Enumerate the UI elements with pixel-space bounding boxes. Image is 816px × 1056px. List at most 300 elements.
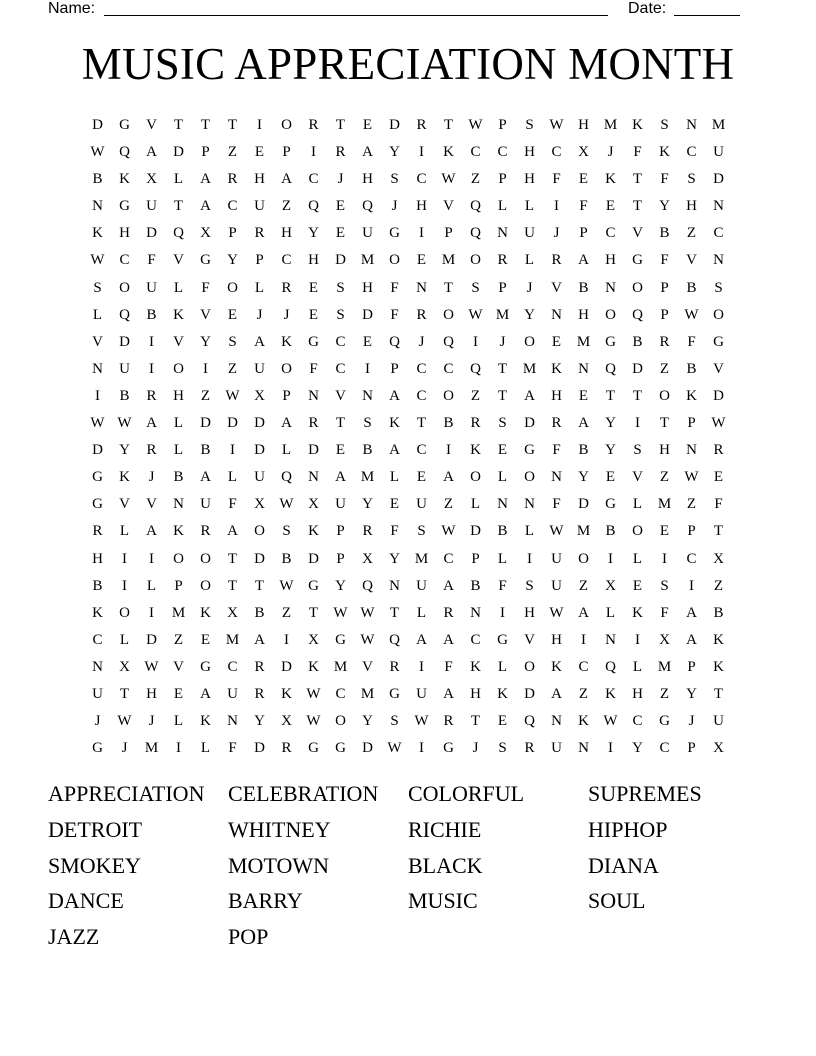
- grid-letter[interactable]: R: [443, 713, 454, 730]
- grid-letter[interactable]: R: [389, 658, 400, 675]
- grid-letter[interactable]: L: [389, 469, 400, 486]
- grid-letter[interactable]: W: [117, 713, 132, 730]
- grid-letter[interactable]: T: [227, 577, 238, 594]
- grid-letter[interactable]: J: [418, 333, 425, 350]
- grid-letter[interactable]: R: [308, 415, 319, 432]
- grid-letter[interactable]: G: [605, 333, 616, 350]
- grid-letter[interactable]: L: [227, 469, 238, 486]
- grid-letter[interactable]: J: [148, 713, 155, 730]
- grid-letter[interactable]: P: [687, 415, 696, 432]
- grid-letter[interactable]: P: [498, 171, 507, 188]
- grid-letter[interactable]: N: [227, 713, 238, 730]
- grid-letter[interactable]: H: [362, 279, 373, 296]
- grid-letter[interactable]: G: [335, 631, 346, 648]
- grid-letter[interactable]: G: [119, 198, 130, 215]
- grid-letter[interactable]: O: [713, 306, 724, 323]
- grid-letter[interactable]: D: [119, 333, 130, 350]
- grid-letter[interactable]: L: [173, 713, 184, 730]
- grid-letter[interactable]: O: [443, 306, 454, 323]
- grid-letter[interactable]: O: [659, 387, 670, 404]
- grid-letter[interactable]: W: [279, 577, 294, 594]
- grid-letter[interactable]: T: [416, 415, 427, 432]
- grid-letter[interactable]: W: [360, 631, 375, 648]
- grid-letter[interactable]: A: [443, 577, 454, 594]
- grid-letter[interactable]: H: [173, 387, 184, 404]
- grid-letter[interactable]: O: [227, 279, 238, 296]
- grid-letter[interactable]: P: [660, 279, 669, 296]
- grid-letter[interactable]: C: [659, 740, 670, 757]
- grid-letter[interactable]: K: [659, 144, 670, 161]
- grid-letter[interactable]: T: [227, 550, 238, 567]
- grid-letter[interactable]: D: [470, 523, 481, 540]
- grid-letter[interactable]: E: [416, 252, 427, 269]
- grid-letter[interactable]: Z: [227, 360, 238, 377]
- grid-letter[interactable]: V: [146, 117, 157, 133]
- grid-letter[interactable]: A: [254, 631, 265, 648]
- grid-letter[interactable]: Q: [389, 631, 400, 648]
- grid-letter[interactable]: F: [552, 171, 561, 188]
- grid-letter[interactable]: G: [200, 658, 211, 675]
- grid-letter[interactable]: M: [360, 252, 375, 269]
- grid-letter[interactable]: Y: [524, 306, 535, 323]
- grid-letter[interactable]: Q: [470, 225, 481, 242]
- grid-letter[interactable]: L: [173, 279, 184, 296]
- grid-letter[interactable]: Z: [578, 685, 589, 702]
- grid-letter[interactable]: F: [228, 740, 237, 757]
- grid-letter[interactable]: D: [308, 442, 319, 459]
- grid-letter[interactable]: P: [471, 550, 480, 567]
- grid-letter[interactable]: B: [254, 604, 265, 621]
- grid-letter[interactable]: W: [306, 713, 321, 730]
- grid-letter[interactable]: A: [200, 171, 211, 188]
- grid-letter[interactable]: R: [551, 415, 562, 432]
- grid-letter[interactable]: S: [498, 415, 507, 432]
- grid-letter[interactable]: C: [551, 144, 562, 161]
- grid-letter[interactable]: D: [389, 117, 400, 133]
- grid-letter[interactable]: W: [603, 713, 618, 730]
- grid-letter[interactable]: D: [524, 415, 535, 432]
- grid-letter[interactable]: K: [713, 631, 724, 648]
- grid-letter[interactable]: E: [551, 333, 562, 350]
- grid-letter[interactable]: H: [578, 117, 589, 133]
- grid-letter[interactable]: K: [605, 171, 616, 188]
- grid-letter[interactable]: G: [443, 740, 454, 757]
- grid-letter[interactable]: E: [416, 469, 427, 486]
- grid-letter[interactable]: Y: [389, 144, 400, 161]
- grid-letter[interactable]: R: [227, 171, 238, 188]
- grid-letter[interactable]: F: [228, 496, 237, 513]
- grid-letter[interactable]: X: [200, 225, 211, 242]
- grid-letter[interactable]: B: [686, 360, 697, 377]
- grid-letter[interactable]: O: [119, 279, 130, 296]
- grid-letter[interactable]: A: [146, 523, 157, 540]
- grid-letter[interactable]: I: [95, 387, 100, 404]
- grid-letter[interactable]: D: [92, 442, 103, 459]
- grid-letter[interactable]: S: [228, 333, 237, 350]
- grid-letter[interactable]: W: [468, 306, 483, 323]
- grid-letter[interactable]: W: [144, 658, 159, 675]
- grid-letter[interactable]: V: [524, 631, 535, 648]
- grid-letter[interactable]: I: [284, 631, 289, 648]
- grid-letter[interactable]: K: [713, 658, 724, 675]
- grid-letter[interactable]: G: [308, 577, 319, 594]
- grid-letter[interactable]: R: [281, 279, 292, 296]
- grid-letter[interactable]: H: [605, 252, 616, 269]
- grid-letter[interactable]: C: [281, 252, 292, 269]
- grid-letter[interactable]: G: [200, 252, 211, 269]
- grid-letter[interactable]: Q: [443, 333, 454, 350]
- grid-letter[interactable]: B: [659, 225, 670, 242]
- grid-letter[interactable]: J: [121, 740, 128, 757]
- grid-letter[interactable]: R: [524, 740, 535, 757]
- grid-letter[interactable]: Q: [605, 658, 616, 675]
- grid-letter[interactable]: B: [470, 577, 481, 594]
- grid-letter[interactable]: B: [497, 523, 508, 540]
- grid-letter[interactable]: L: [632, 658, 643, 675]
- grid-letter[interactable]: W: [441, 523, 456, 540]
- grid-letter[interactable]: E: [254, 144, 265, 161]
- grid-letter[interactable]: J: [553, 225, 560, 242]
- grid-letter[interactable]: P: [687, 740, 696, 757]
- grid-letter[interactable]: G: [308, 333, 319, 350]
- grid-letter[interactable]: S: [660, 577, 669, 594]
- grid-letter[interactable]: Y: [119, 442, 130, 459]
- grid-letter[interactable]: Q: [524, 713, 535, 730]
- grid-letter[interactable]: Z: [281, 198, 292, 215]
- grid-letter[interactable]: X: [713, 740, 724, 757]
- grid-letter[interactable]: O: [578, 550, 589, 567]
- grid-letter[interactable]: L: [173, 442, 184, 459]
- grid-letter[interactable]: P: [174, 577, 183, 594]
- grid-letter[interactable]: O: [632, 523, 643, 540]
- grid-letter[interactable]: O: [173, 550, 184, 567]
- grid-letter[interactable]: R: [92, 523, 103, 540]
- grid-letter[interactable]: S: [390, 713, 399, 730]
- grid-letter[interactable]: K: [605, 685, 616, 702]
- grid-letter[interactable]: L: [119, 523, 130, 540]
- grid-letter[interactable]: A: [686, 631, 697, 648]
- grid-letter[interactable]: B: [686, 279, 697, 296]
- grid-letter[interactable]: O: [200, 577, 211, 594]
- grid-letter[interactable]: I: [635, 631, 640, 648]
- grid-letter[interactable]: N: [686, 442, 697, 459]
- grid-letter[interactable]: B: [173, 469, 184, 486]
- grid-letter[interactable]: T: [632, 387, 643, 404]
- grid-letter[interactable]: B: [281, 550, 292, 567]
- grid-letter[interactable]: V: [146, 496, 157, 513]
- grid-letter[interactable]: D: [578, 496, 589, 513]
- grid-letter[interactable]: I: [419, 225, 424, 242]
- grid-letter[interactable]: C: [416, 171, 427, 188]
- grid-letter[interactable]: D: [713, 387, 724, 404]
- grid-letter[interactable]: Z: [281, 604, 292, 621]
- grid-letter[interactable]: I: [176, 740, 181, 757]
- grid-letter[interactable]: I: [149, 333, 154, 350]
- grid-letter[interactable]: U: [335, 496, 346, 513]
- grid-letter[interactable]: H: [524, 171, 535, 188]
- grid-letter[interactable]: A: [200, 198, 211, 215]
- grid-letter[interactable]: O: [443, 387, 454, 404]
- grid-letter[interactable]: C: [443, 360, 454, 377]
- grid-letter[interactable]: M: [171, 604, 186, 621]
- grid-letter[interactable]: M: [603, 117, 618, 133]
- grid-letter[interactable]: R: [362, 523, 373, 540]
- grid-letter[interactable]: C: [416, 442, 427, 459]
- grid-letter[interactable]: F: [498, 577, 507, 594]
- grid-letter[interactable]: W: [387, 740, 402, 757]
- grid-letter[interactable]: F: [714, 496, 723, 513]
- grid-letter[interactable]: C: [227, 198, 238, 215]
- grid-letter[interactable]: H: [686, 198, 697, 215]
- grid-letter[interactable]: Z: [200, 387, 211, 404]
- grid-letter[interactable]: L: [497, 469, 508, 486]
- grid-letter[interactable]: X: [605, 577, 616, 594]
- grid-letter[interactable]: Z: [686, 225, 697, 242]
- grid-letter[interactable]: I: [419, 740, 424, 757]
- grid-letter[interactable]: R: [713, 442, 724, 459]
- grid-letter[interactable]: N: [605, 631, 616, 648]
- grid-letter[interactable]: D: [254, 740, 265, 757]
- grid-letter[interactable]: V: [713, 360, 724, 377]
- grid-letter[interactable]: A: [443, 469, 454, 486]
- grid-letter[interactable]: C: [416, 360, 427, 377]
- grid-letter[interactable]: P: [336, 523, 345, 540]
- grid-letter[interactable]: V: [173, 333, 184, 350]
- grid-letter[interactable]: I: [257, 117, 262, 133]
- grid-letter[interactable]: W: [117, 415, 132, 432]
- grid-letter[interactable]: U: [254, 469, 265, 486]
- grid-letter[interactable]: K: [92, 225, 103, 242]
- grid-letter[interactable]: I: [608, 550, 613, 567]
- grid-letter[interactable]: T: [443, 279, 454, 296]
- grid-letter[interactable]: P: [660, 306, 669, 323]
- grid-letter[interactable]: N: [362, 387, 373, 404]
- grid-letter[interactable]: Y: [659, 198, 670, 215]
- grid-letter[interactable]: G: [713, 333, 724, 350]
- grid-letter[interactable]: K: [308, 658, 319, 675]
- grid-letter[interactable]: U: [524, 225, 535, 242]
- grid-letter[interactable]: R: [416, 306, 427, 323]
- grid-letter[interactable]: A: [578, 604, 589, 621]
- grid-letter[interactable]: D: [200, 415, 211, 432]
- grid-letter[interactable]: E: [659, 523, 670, 540]
- grid-letter[interactable]: L: [146, 577, 157, 594]
- grid-letter[interactable]: X: [254, 496, 265, 513]
- grid-letter[interactable]: Q: [173, 225, 184, 242]
- grid-letter[interactable]: Q: [389, 333, 400, 350]
- grid-letter[interactable]: Y: [578, 469, 589, 486]
- grid-letter[interactable]: O: [389, 252, 400, 269]
- grid-letter[interactable]: Y: [362, 496, 373, 513]
- grid-letter[interactable]: H: [524, 604, 535, 621]
- grid-letter[interactable]: M: [225, 631, 240, 648]
- grid-letter[interactable]: P: [687, 523, 696, 540]
- grid-letter[interactable]: A: [227, 523, 238, 540]
- grid-letter[interactable]: G: [308, 740, 319, 757]
- grid-letter[interactable]: A: [146, 415, 157, 432]
- grid-letter[interactable]: O: [524, 469, 535, 486]
- grid-letter[interactable]: P: [498, 279, 507, 296]
- grid-letter[interactable]: C: [470, 631, 481, 648]
- grid-letter[interactable]: S: [687, 171, 696, 188]
- grid-letter[interactable]: L: [416, 604, 427, 621]
- grid-letter[interactable]: H: [281, 225, 292, 242]
- grid-letter[interactable]: Y: [632, 740, 643, 757]
- grid-letter[interactable]: V: [173, 658, 184, 675]
- grid-letter[interactable]: S: [336, 306, 345, 323]
- grid-letter[interactable]: E: [362, 117, 373, 133]
- grid-letter[interactable]: R: [308, 117, 319, 133]
- grid-letter[interactable]: L: [497, 550, 508, 567]
- grid-letter[interactable]: I: [635, 415, 640, 432]
- grid-letter[interactable]: O: [632, 279, 643, 296]
- grid-letter[interactable]: C: [308, 171, 319, 188]
- grid-letter[interactable]: D: [632, 360, 643, 377]
- grid-letter[interactable]: J: [526, 279, 533, 296]
- grid-letter[interactable]: W: [468, 117, 483, 133]
- grid-letter[interactable]: P: [336, 550, 345, 567]
- grid-letter[interactable]: O: [173, 360, 184, 377]
- grid-letter[interactable]: L: [524, 198, 535, 215]
- grid-letter[interactable]: E: [308, 279, 319, 296]
- grid-letter[interactable]: U: [551, 740, 562, 757]
- grid-letter[interactable]: Z: [470, 387, 481, 404]
- grid-letter[interactable]: P: [282, 144, 291, 161]
- grid-letter[interactable]: R: [659, 333, 670, 350]
- grid-letter[interactable]: A: [362, 144, 373, 161]
- grid-letter[interactable]: O: [281, 360, 292, 377]
- grid-letter[interactable]: P: [282, 387, 291, 404]
- grid-letter[interactable]: N: [497, 225, 508, 242]
- grid-letter[interactable]: H: [146, 685, 157, 702]
- grid-letter[interactable]: D: [308, 550, 319, 567]
- grid-letter[interactable]: T: [713, 685, 724, 702]
- grid-letter[interactable]: J: [337, 171, 344, 188]
- grid-letter[interactable]: I: [311, 144, 316, 161]
- grid-letter[interactable]: W: [90, 415, 105, 432]
- grid-letter[interactable]: J: [472, 740, 479, 757]
- grid-letter[interactable]: U: [416, 496, 427, 513]
- grid-letter[interactable]: U: [146, 279, 157, 296]
- grid-letter[interactable]: M: [360, 469, 375, 486]
- grid-letter[interactable]: C: [713, 225, 724, 242]
- grid-letter[interactable]: S: [471, 279, 480, 296]
- grid-letter[interactable]: E: [362, 333, 373, 350]
- grid-letter[interactable]: L: [200, 740, 211, 757]
- grid-letter[interactable]: M: [333, 658, 348, 675]
- grid-letter[interactable]: I: [149, 550, 154, 567]
- grid-letter[interactable]: L: [497, 198, 508, 215]
- grid-letter[interactable]: J: [607, 144, 614, 161]
- grid-letter[interactable]: Y: [605, 442, 616, 459]
- grid-letter[interactable]: R: [254, 685, 265, 702]
- grid-letter[interactable]: M: [144, 740, 159, 757]
- grid-letter[interactable]: A: [551, 685, 562, 702]
- grid-letter[interactable]: Q: [281, 469, 292, 486]
- grid-letter[interactable]: U: [200, 496, 211, 513]
- grid-letter[interactable]: C: [686, 550, 697, 567]
- grid-letter[interactable]: Q: [362, 198, 373, 215]
- grid-letter[interactable]: P: [390, 360, 399, 377]
- grid-letter[interactable]: Y: [686, 685, 697, 702]
- grid-letter[interactable]: K: [578, 713, 589, 730]
- grid-letter[interactable]: G: [632, 252, 643, 269]
- grid-letter[interactable]: R: [416, 117, 427, 133]
- grid-letter[interactable]: E: [578, 387, 589, 404]
- grid-letter[interactable]: E: [605, 198, 616, 215]
- grid-letter[interactable]: Y: [200, 333, 211, 350]
- grid-letter[interactable]: N: [524, 496, 535, 513]
- grid-letter[interactable]: Z: [443, 496, 454, 513]
- grid-letter[interactable]: B: [632, 333, 643, 350]
- grid-letter[interactable]: C: [578, 658, 589, 675]
- grid-letter[interactable]: Q: [119, 144, 130, 161]
- grid-letter[interactable]: K: [281, 333, 292, 350]
- grid-letter[interactable]: H: [362, 171, 373, 188]
- grid-letter[interactable]: A: [686, 604, 697, 621]
- grid-letter[interactable]: C: [497, 144, 508, 161]
- grid-letter[interactable]: S: [93, 279, 102, 296]
- grid-letter[interactable]: J: [148, 469, 155, 486]
- grid-letter[interactable]: K: [686, 387, 697, 404]
- grid-letter[interactable]: T: [200, 117, 211, 133]
- grid-letter[interactable]: M: [441, 252, 456, 269]
- grid-letter[interactable]: V: [335, 387, 346, 404]
- grid-letter[interactable]: W: [549, 523, 564, 540]
- grid-letter[interactable]: T: [497, 360, 508, 377]
- grid-letter[interactable]: X: [659, 631, 670, 648]
- grid-letter[interactable]: Z: [470, 171, 481, 188]
- grid-letter[interactable]: E: [632, 577, 643, 594]
- grid-letter[interactable]: I: [689, 577, 694, 594]
- grid-letter[interactable]: K: [173, 306, 184, 323]
- grid-letter[interactable]: V: [686, 252, 697, 269]
- grid-letter[interactable]: I: [149, 360, 154, 377]
- grid-letter[interactable]: F: [660, 171, 669, 188]
- grid-letter[interactable]: P: [687, 658, 696, 675]
- grid-letter[interactable]: A: [389, 387, 400, 404]
- grid-letter[interactable]: L: [632, 496, 643, 513]
- grid-letter[interactable]: W: [549, 604, 564, 621]
- grid-letter[interactable]: R: [335, 144, 346, 161]
- grid-letter[interactable]: N: [713, 198, 724, 215]
- grid-letter[interactable]: E: [200, 631, 211, 648]
- grid-letter[interactable]: K: [389, 415, 400, 432]
- grid-letter[interactable]: C: [686, 144, 697, 161]
- grid-letter[interactable]: R: [200, 523, 211, 540]
- grid-letter[interactable]: S: [525, 117, 534, 133]
- grid-letter[interactable]: G: [92, 740, 103, 757]
- grid-letter[interactable]: T: [254, 577, 265, 594]
- grid-letter[interactable]: D: [146, 225, 157, 242]
- grid-letter[interactable]: R: [497, 252, 508, 269]
- grid-letter[interactable]: J: [499, 333, 506, 350]
- grid-letter[interactable]: Y: [362, 713, 373, 730]
- grid-letter[interactable]: N: [92, 658, 103, 675]
- grid-letter[interactable]: F: [633, 144, 642, 161]
- grid-letter[interactable]: K: [632, 117, 643, 133]
- grid-letter[interactable]: B: [578, 442, 589, 459]
- grid-letter[interactable]: A: [578, 415, 589, 432]
- grid-letter[interactable]: O: [281, 117, 292, 133]
- grid-letter[interactable]: D: [254, 415, 265, 432]
- grid-letter[interactable]: Q: [632, 306, 643, 323]
- grid-letter[interactable]: K: [470, 442, 481, 459]
- grid-letter[interactable]: M: [657, 496, 672, 513]
- grid-letter[interactable]: V: [92, 333, 103, 350]
- grid-letter[interactable]: K: [200, 604, 211, 621]
- grid-letter[interactable]: R: [470, 415, 481, 432]
